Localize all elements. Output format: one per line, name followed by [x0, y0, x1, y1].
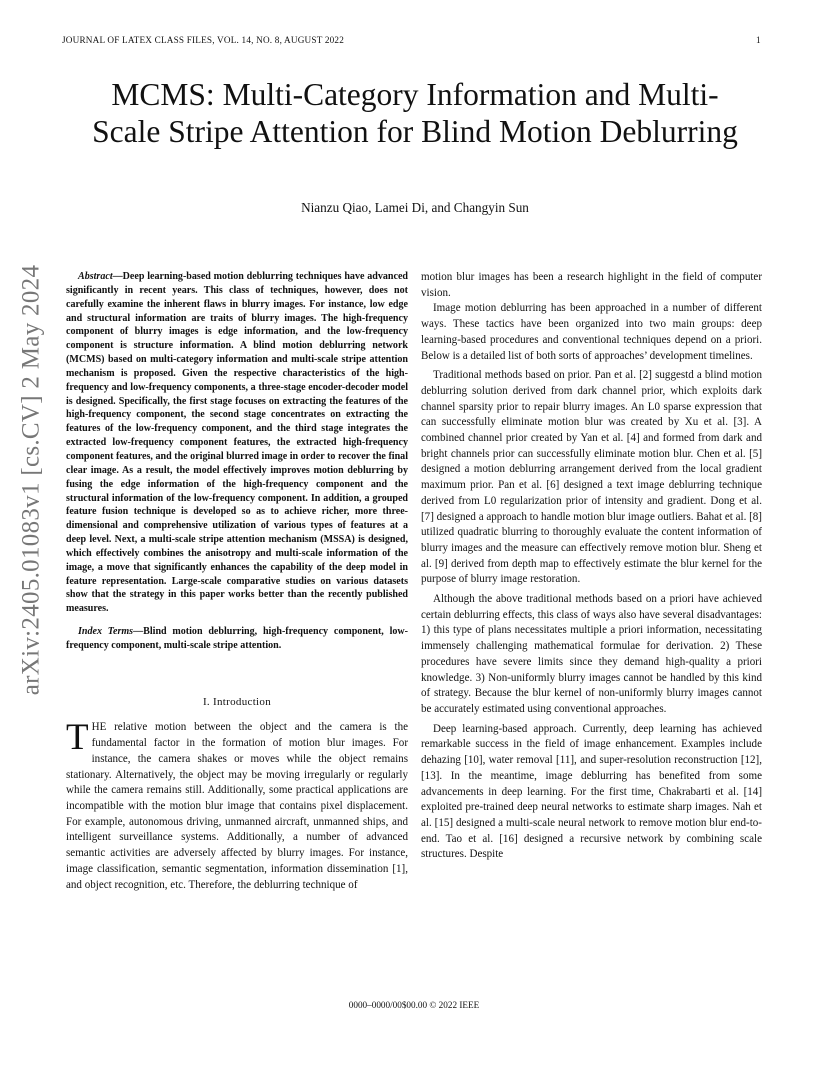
page-number: 1	[756, 35, 761, 45]
abstract-lead: Abstract	[78, 271, 113, 282]
abstract	[66, 270, 408, 616]
arxiv-stamp	[12, 264, 50, 696]
section-heading: I. Introduction	[202, 695, 272, 708]
index-terms-text: —Blind motion deblurring, high-frequency component, low-frequency component, multi-scale stripe attention.	[66, 626, 409, 651]
continued-paragraph: motion blur images has been a research highlight in the field of computer vision.	[421, 271, 762, 299]
running-header: JOURNAL OF LATEX CLASS FILES, VOL. 14, NO. 8, AUGUST 2022	[62, 35, 345, 45]
intro-text: HE relative motion between the object and the camera is the fundamental factor in the formation of motion blur images. For instance, the camera shakes or moves while the object remains stationary. Alternatively, the object may be moving irregularly or regularly while the camera remains still. Additionally, some practical applications are incompatible with the motion blur image that contains pixel displacement. For example, autonomous driving, unmanned aircraft, unmanned ships, and intelligent surveillance systems. Additionally, a number of advanced semantic activities are adversely affected by blurry images. For instance, image classification, semantic segmentation, information dissemination [1], and object recognition, etc. Therefore, the deblurring technique of	[66, 721, 408, 891]
body-paragraph: Image motion deblurring has been approached in a number of different ways. These tactics have been organized into two main groups: deep learning-based procedures and conventional techniques depend on a priori. Below is a detailed list of both sorts of approaches’ development timelines.	[421, 302, 762, 362]
right-column	[421, 270, 762, 863]
body-paragraph: Although the above traditional methods based on a priori have achieved certain deblurring effects, this class of ways also have several disadvantages: 1) this type of plans necessitates multiple a priori information, necessitating immensely challenging mathematical formulae for derivation. 2) These procedures have severe limits since they demand high-quality a priori knowledge. 3) Non-uniformly blurry images cannot be handled by this kind of strategy. Because the blur kernel of non-uniformly blurry images cannot be accurately estimated using conventional approaches.	[421, 593, 762, 715]
abstract-text: —Deep learning-based motion deblurring techniques have advanced significantly in recent years. This class of techniques, however, does not carefully examine the inherent flaws in blurry images. For instance, low edge and structural information are traits of blurry images. The high-frequency component of blurry images is edge information, and the low-frequency component is structure information. A blind motion deblurring network (MCMS) based on multi-category information and multi-scale stripe attention mechanism is proposed. Given the respective characteristics of the high-frequency and low-frequency components, a three-stage encoder-decoder model is designed. Specifically, the first stage focuses on extracting the features of the high-frequency component, the second stage concentrates on extracting the features of the low-frequency component, and the third stage integrates the extracted low-frequency component features, the extracted high-frequency component features, and the original blurred image in order to recover the final clear image. As a result, the model effectively improves motion deblurring by fusing the edge information of the high-frequency component and the structural information of the low-frequency component. In addition, a grouped feature fusion technique is developed so as to achieve richer, more three-dimensional and comprehensive utilization of various types of features at a deep level. Next, a multi-scale stripe attention mechanism (MSSA) is designed, which effectively combines the anisotropy and multi-scale information of the image, a move that significantly enhances the capability of the deep model in feature representation. Large-scale comparative studies on various datasets show that the strategy in this paper works better than the recently published measures.	[66, 271, 408, 615]
author-list: Nianzu Qiao, Lamei Di, and Changyin Sun	[301, 200, 529, 215]
index-terms	[66, 625, 408, 653]
arxiv-stamp-text: arXiv:2405.01083v1 [cs.CV] 2 May 2024	[17, 264, 44, 696]
copyright-footer: 0000–0000/00$00.00 © 2022 IEEE	[348, 1000, 480, 1010]
body-paragraph: Traditional methods based on prior. Pan et al. [2] suggestd a blind motion deblurring solution derived from dark channel prior, which exploits dark channel sparsity prior to repair blurry images. An L0 sparse expression that can successfully eliminate motion blur was created by Xu et al. [3]. A combined channel prior created by Yan et al. [4] and formed from dark and bright channels prior can successfully eliminate motion blur. Chen et al. [5] designed a motion deblurring arrangement derived from the local gradient maximum prior. Pan et al. [6] designed a text image deblurring technique derived from L0 regularization prior of intensity and gradient. Dong et al. [7] designed a approach to handle motion blur image outliers. Bahat et al. [8] utilized quadratic blurring to thoroughly evaluate the content information of blurry images and the measure can effectively remove motion blur. Sheng et al. [9] derived from depth map to effectively estimate the blur kernel for the purpose of blurry image restoration.	[421, 369, 762, 586]
intro-paragraph	[66, 717, 408, 893]
paper-title: MCMS: Multi-Category Information and Multi-Scale Stripe Attention for Blind Motion Deblurring	[92, 77, 738, 149]
left-column	[66, 270, 408, 893]
index-terms-lead: Index Terms	[78, 626, 134, 638]
drop-cap: T	[66, 717, 89, 759]
body-paragraph: Deep learning-based approach. Currently, deep learning has achieved remarkable success in the field of image enhancement. Examples include dehazing [10], water removal [11], and super-resolution reconstruction [12], [13]. In the meantime, image deblurring has benefited from some advancements in deep learning. For the first time, Chakrabarti et al. [14] exploited pre-trained deep neural networks to estimate sharp images. Nah et al. [15] designed a multi-scale neural network to remove motion blur end-to-end. Tao et al. [16] designed a recursive network by combining scale structures. Despite	[421, 722, 762, 861]
